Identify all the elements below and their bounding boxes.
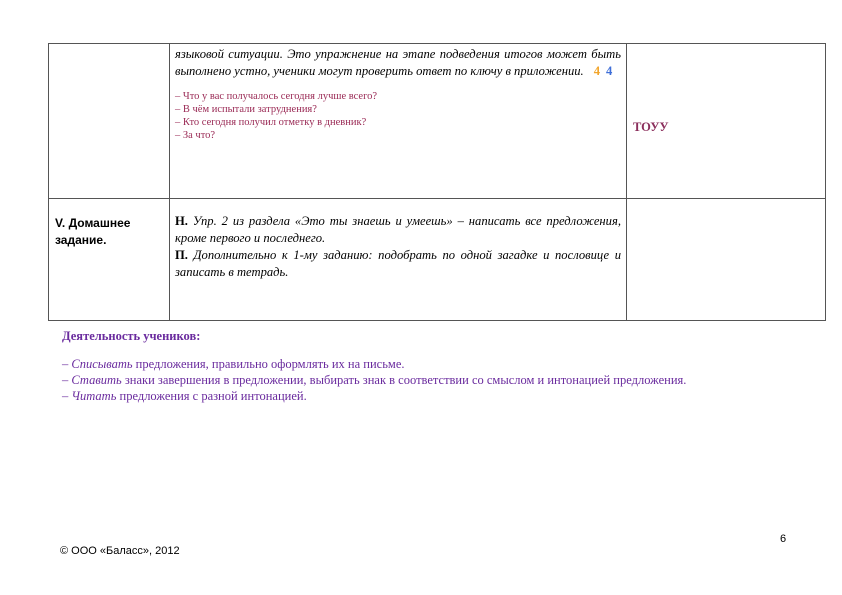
list-item: – Ставить знаки завершения в предложении, выбирать знак в соответствии со смыслом и интонацией предложения. <box>62 373 687 387</box>
list-item: – Кто сегодня получил отметку в дневник? <box>175 117 367 128</box>
stage-cell <box>49 44 170 199</box>
student-activity <box>62 329 686 404</box>
orange-number: 4 <box>593 64 600 78</box>
uud-cell-empty <box>627 199 826 321</box>
exercise-text: языковой ситуации. Это упражнение на этапе подведения итогов может быть выполнено устно, ученики могут проверить ответ по ключу в приложении. 4 4 <box>175 47 621 78</box>
table-row <box>49 199 826 321</box>
uud-cell <box>627 44 826 199</box>
activity-title: Деятельность учеников: <box>62 329 201 343</box>
toyy-label: ТОУУ <box>633 120 669 134</box>
question-list <box>175 90 621 142</box>
list-item: – В чём испытали затруднения? <box>175 104 317 115</box>
homework-cell <box>170 199 627 321</box>
table-row <box>49 44 826 199</box>
list-item: – Читать предложения с разной интонацией. <box>62 389 307 403</box>
list-item: – За что? <box>175 130 216 141</box>
list-item: – Что у вас получалось сегодня лучше всего? <box>175 91 378 102</box>
stage-title: V. Домашнее задание. <box>49 199 170 321</box>
page-number: 6 <box>780 533 787 545</box>
homework-basic: Н. Упр. 2 из раздела «Это ты знаешь и умеешь» – написать все предложения, кроме первого и последнего. <box>175 214 621 245</box>
content-cell <box>170 44 627 199</box>
homework-extra: П. Дополнительно к 1-му заданию: подобрать по одной загадке и пословице и записать в тетрадь. <box>175 248 621 279</box>
blue-number: 4 <box>606 64 613 78</box>
list-item: – Списывать предложения, правильно оформлять их на письме. <box>62 357 405 371</box>
lesson-table <box>48 43 826 321</box>
copyright: © ООО «Баласс», 2012 <box>60 545 180 557</box>
